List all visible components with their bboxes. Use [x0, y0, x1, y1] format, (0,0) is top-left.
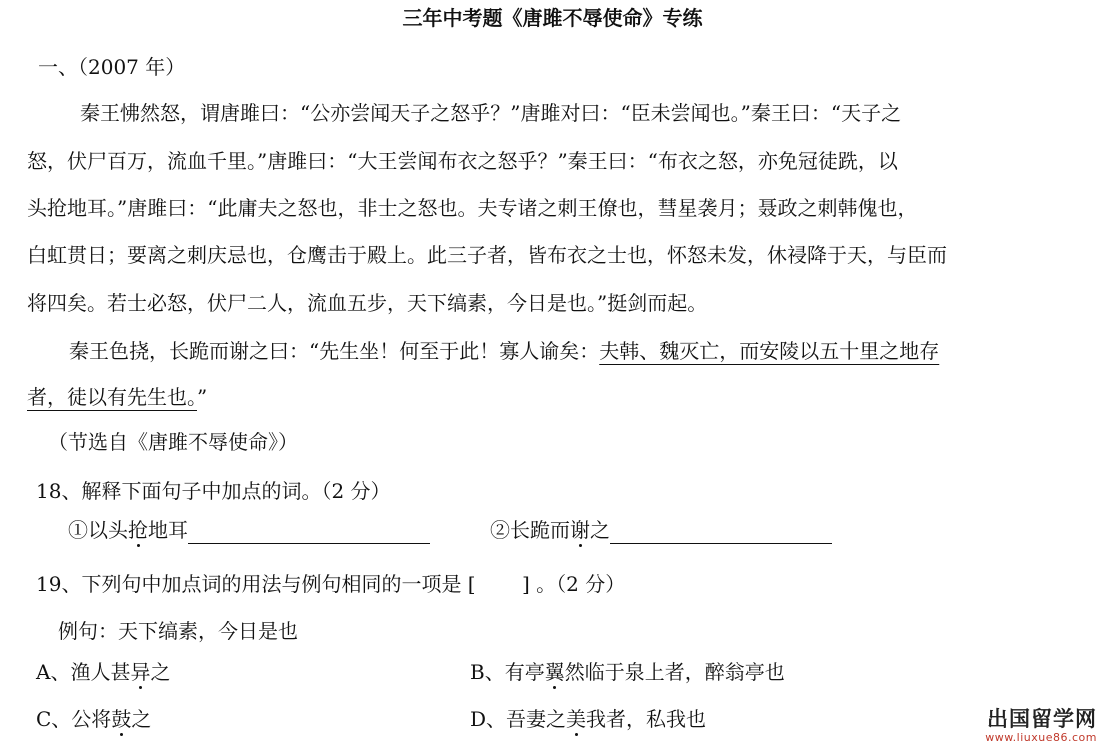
passage-line: 怒，伏尸百万，流血千里。”唐雎曰：“大王尝闻布衣之怒乎？”秦王曰：“布衣之怒，亦免冠徒跣，以	[27, 149, 898, 173]
question-19-stem: 19、下列句中加点词的用法与例句相同的一项是 [ ] 。（2 分）	[36, 572, 626, 596]
option-text: 之	[150, 660, 171, 684]
option-text: C、公将	[36, 707, 112, 731]
passage-line	[27, 383, 207, 411]
answer-blank[interactable]	[188, 521, 430, 544]
dotted-word: 异	[130, 660, 151, 684]
passage-text: 秦王色挠，长跪而谢之曰：“先生坐！何至于此！寡人谕矣：	[69, 339, 600, 363]
site-watermark	[985, 707, 1097, 745]
dotted-word: 鼓	[111, 707, 132, 731]
document-title: 三年中考题《唐雎不辱使命》专练	[402, 6, 703, 30]
underlined-sentence: 夫韩、魏灭亡，而安陵以五十里之地存	[599, 339, 940, 363]
option-text: D、吾妻之	[470, 707, 567, 731]
watermark-url: www.liuxue86.com	[985, 731, 1097, 744]
option-d[interactable]	[470, 705, 706, 733]
question-18-item-1	[68, 516, 430, 544]
answer-blank[interactable]	[610, 521, 832, 544]
option-c[interactable]	[36, 705, 151, 733]
section-heading: 一、（2007 年）	[38, 55, 186, 79]
passage-line	[69, 337, 939, 365]
option-text: 之	[131, 707, 152, 731]
option-text: B、有亭	[470, 660, 545, 684]
item-text: 长跪而	[510, 518, 570, 542]
passage-line: 头抢地耳。”唐雎曰：“此庸夫之怒也，非士之怒也。夫专诸之刺王僚也，彗星袭月；聂政之刺韩傀也，	[27, 196, 918, 220]
passage-line: 将四矣。若士必怒，伏尸二人，流血五步，天下缟素，今日是也。”挺剑而起。	[27, 291, 708, 315]
passage-text: ”	[197, 385, 208, 409]
dotted-word: 抢	[128, 518, 148, 542]
passage-line: 白虹贯日；要离之刺庆忌也，仓鹰击于殿上。此三子者，皆布衣之士也，怀怒未发，休祲降于天，与臣而	[27, 243, 947, 267]
underlined-sentence: 者，徒以有先生也。	[27, 385, 197, 409]
question-18-stem: 18、解释下面句子中加点的词。（2 分）	[36, 479, 391, 503]
source-note: （节选自《唐雎不辱使命》）	[48, 430, 298, 454]
item-number: ②	[490, 518, 510, 542]
item-text: 以头	[88, 518, 128, 542]
option-text: A、渔人甚	[36, 660, 131, 684]
item-number: ①	[68, 518, 88, 542]
option-text: 我者，私我也	[586, 707, 707, 731]
dotted-word: 翼	[544, 660, 565, 684]
option-a[interactable]	[36, 658, 170, 686]
option-text: 然临于泉上者，醉翁亭也	[564, 660, 785, 684]
watermark-name: 出国留学网	[987, 707, 1097, 731]
passage-line: 秦王怫然怒，谓唐雎曰：“公亦尝闻天子之怒乎？”唐雎对曰：“臣未尝闻也。”秦王曰：“天子之	[80, 101, 902, 125]
dotted-word: 谢	[570, 518, 590, 542]
question-18-item-2	[490, 516, 832, 544]
item-text: 之	[590, 518, 610, 542]
item-text: 地耳	[148, 518, 188, 542]
option-b[interactable]	[470, 658, 785, 686]
dotted-word: 美	[566, 707, 587, 731]
example-sentence: 例句：天下缟素，今日是也	[58, 619, 298, 643]
